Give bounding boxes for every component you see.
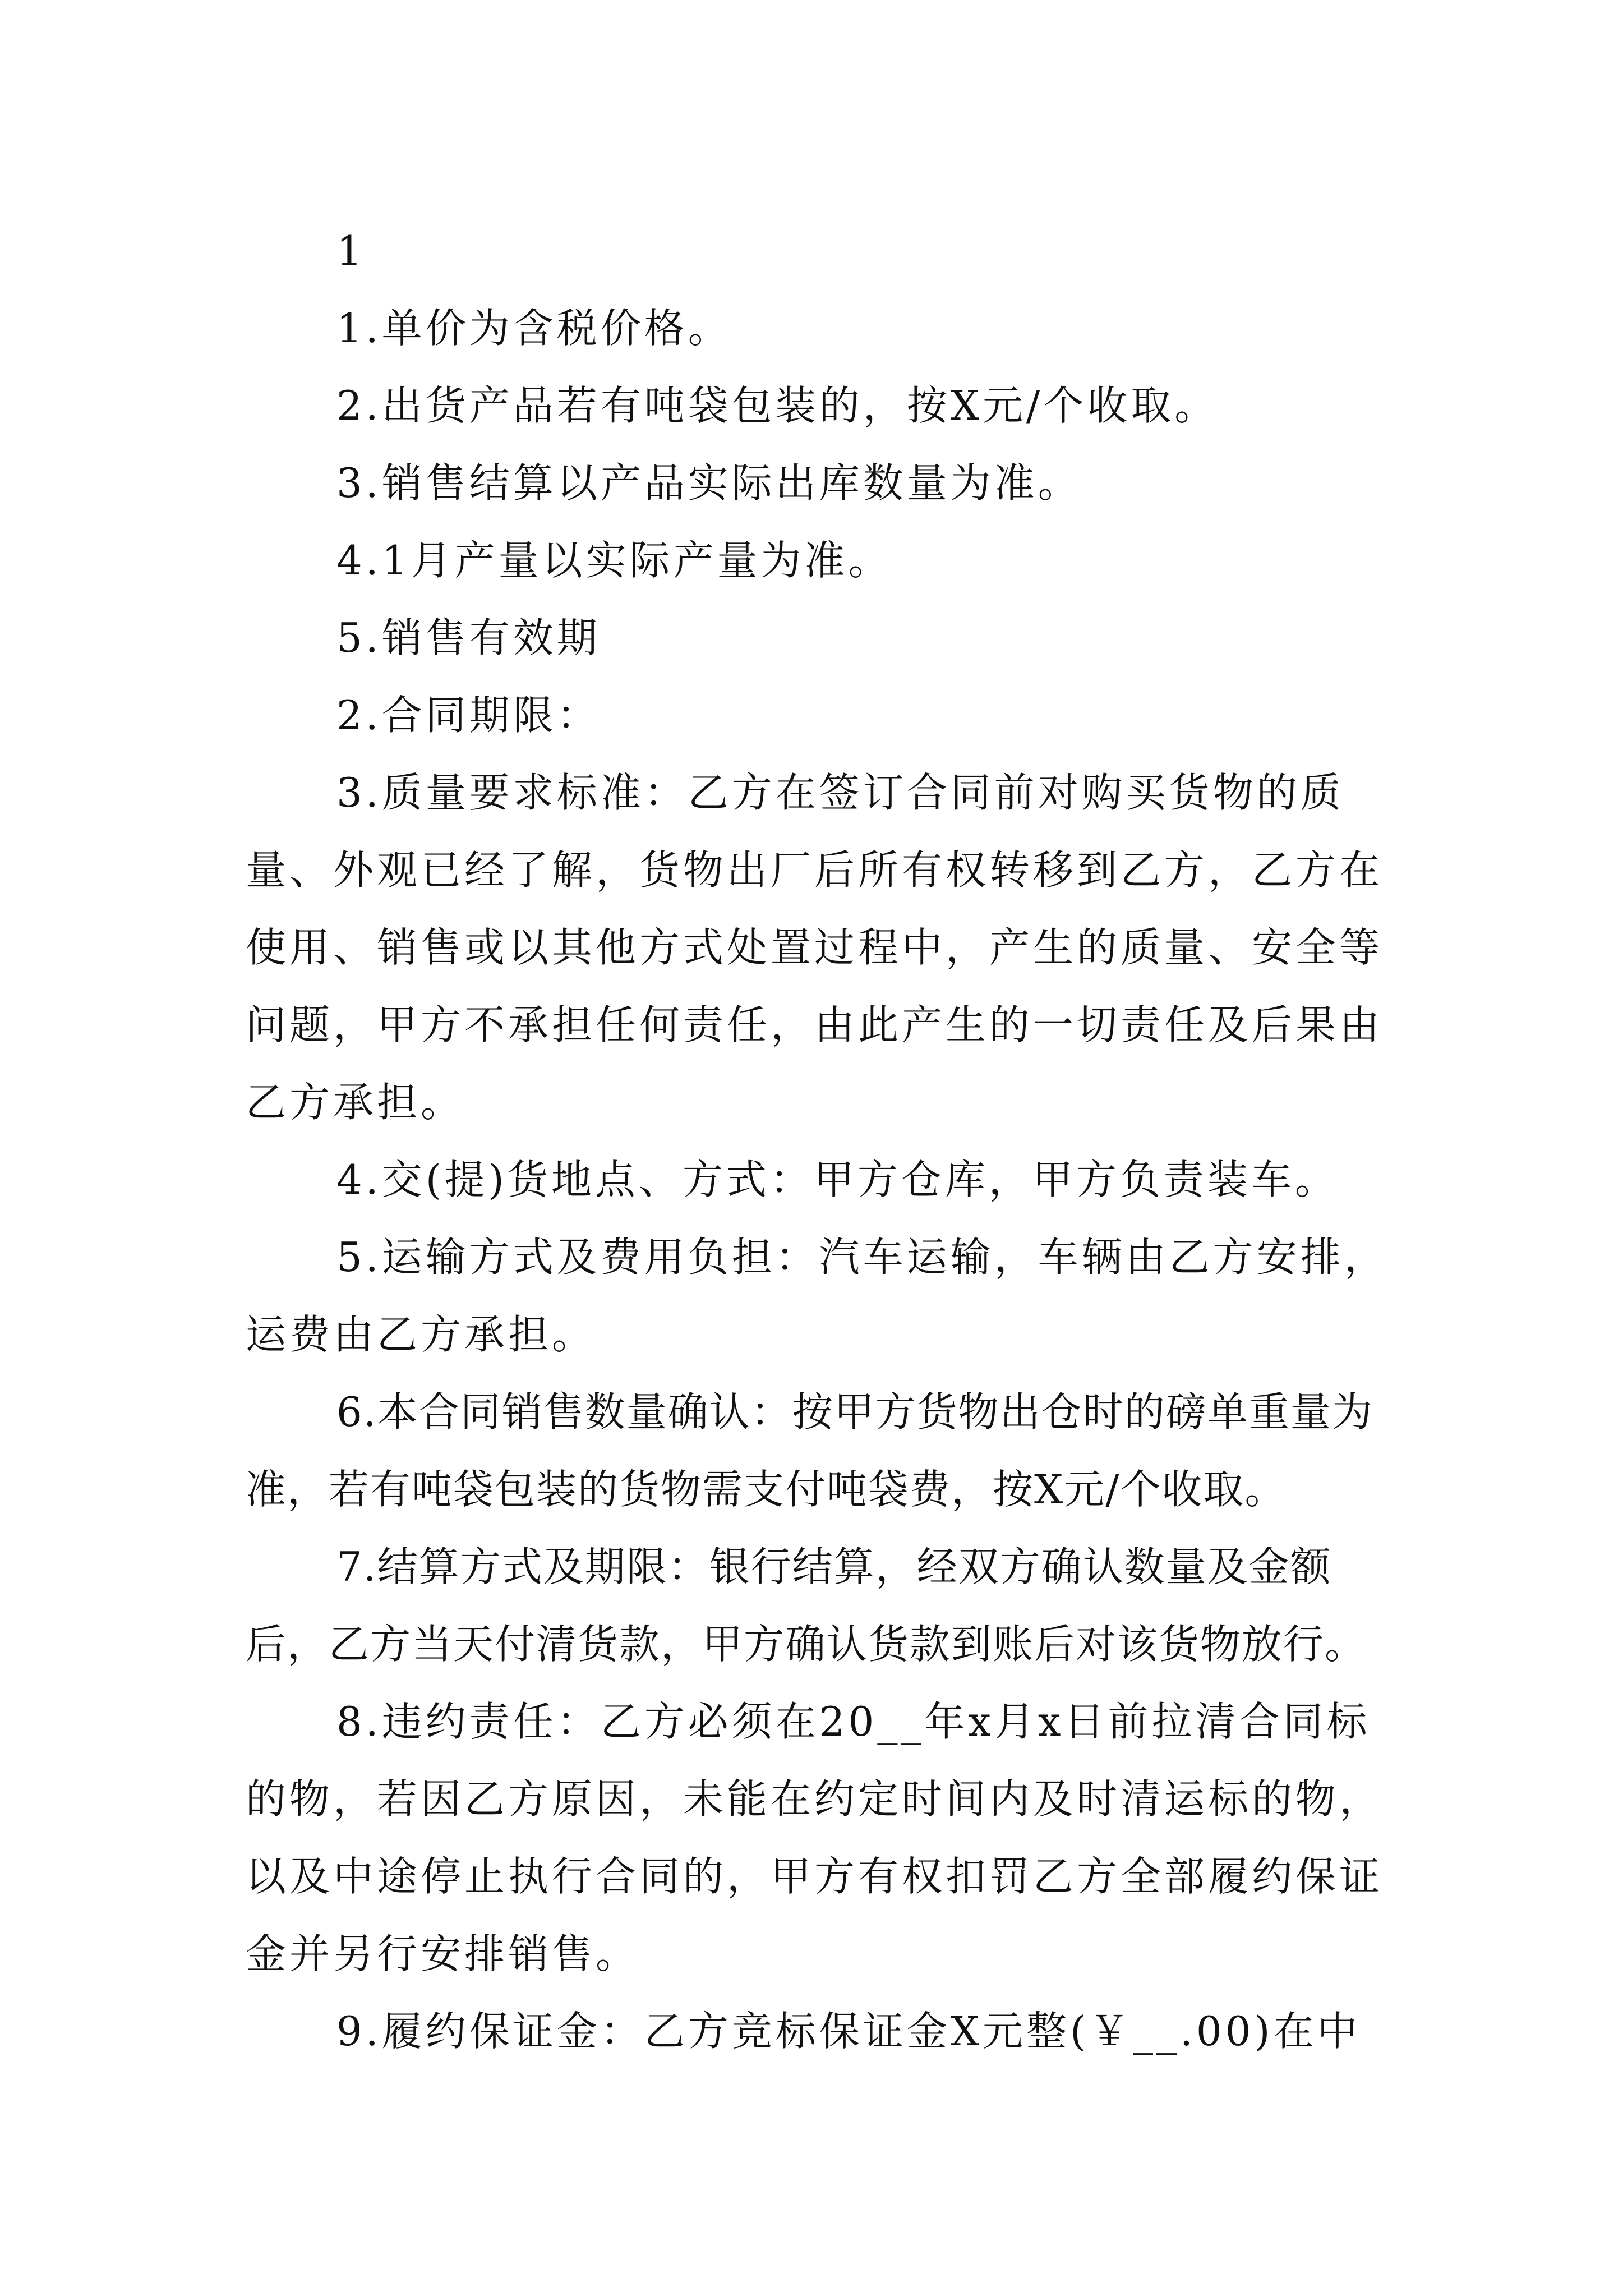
paragraph: 2.出货产品若有吨袋包装的，按X元/个收取。 [336,382,1219,429]
page-number: 1 [336,227,366,274]
paragraph: 3.质量要求标准：乙方在签订合同前对购买货物的质量、外观已经了解，货物出厂后所有权转移到乙方，乙方在使用、销售或以其他方式处置过程中，产生的质量、安全等问题，甲方不承担任何责任，由此产生的一切责任及后果由乙方承担。 [246,769,1384,1126]
paragraph: 8.违约责任：乙方必须在20__年x月x日前拉清合同标的物，若因乙方原因，未能在约定时间内及时清运标的物，以及中途停止执行合同的，甲方有权扣罚乙方全部履约保证金并另行安排销售。 [246,1698,1384,1977]
paragraph: 1.单价为含税价格。 [336,305,732,352]
paragraph: 3.销售结算以产品实际出库数量为准。 [336,459,1082,507]
paragraph: 5.销售有效期 [336,614,601,661]
paragraph: 4.1月产量以实际产量为准。 [336,537,892,584]
contract-text [246,212,1401,2070]
paragraph: 4.交(提)货地点、方式：甲方仓库，甲方负责装车。 [336,1156,1339,1203]
paragraph: 2.合同期限： [336,692,601,739]
paragraph: 7.结算方式及期限：银行结算，经双方确认数量及金额后，乙方当天付清货款，甲方确认货款到账后对该货物放行。 [246,1543,1367,1668]
paragraph: 6.本合同销售数量确认：按甲方货物出仓时的磅单重量为准，若有吨袋包装的货物需支付吨袋费，按X元/个收取。 [246,1388,1373,1513]
paragraph: 9.履约保证金：乙方竞标保证金X元整(￥__.00)在中 [336,2008,1361,2055]
paragraph: 5.运输方式及费用负担：汽车运输，车辆由乙方安排，运费由乙方承担。 [246,1234,1388,1358]
